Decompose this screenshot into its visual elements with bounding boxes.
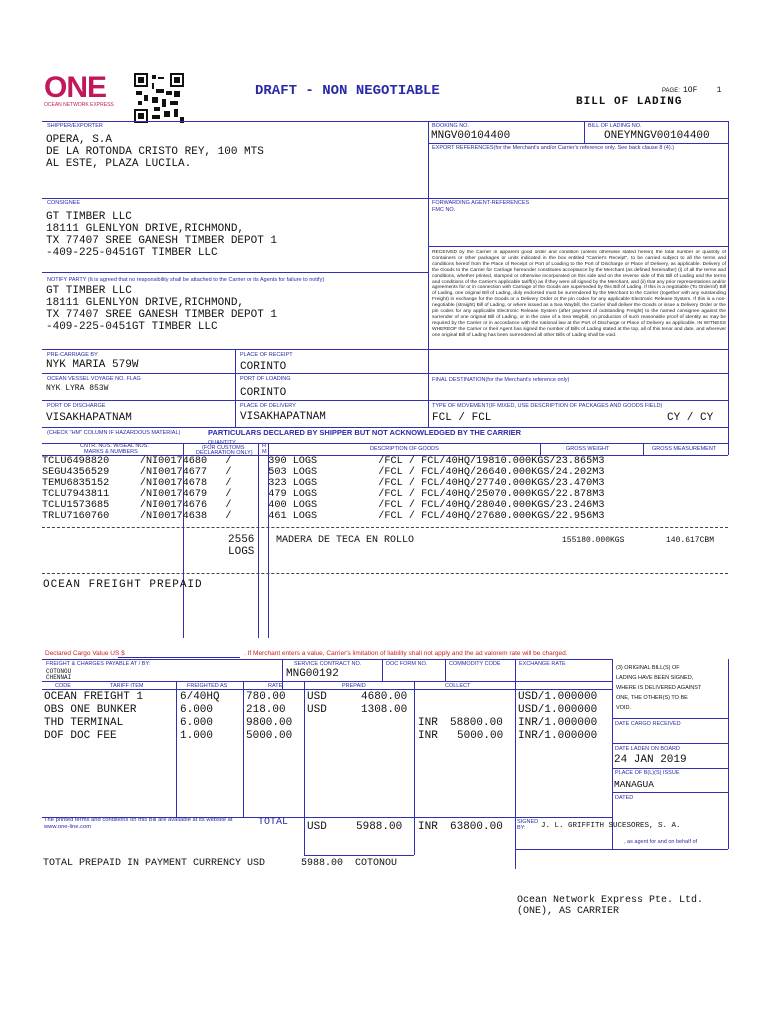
terms-note: The printed terms and conditions on this Bill are available at its website at www.one-line.com [44,817,233,830]
fmc-label: FMC NO. [432,207,456,213]
vessel-label: OCEAN VESSEL VOYAGE NO. FLAG [47,376,141,382]
col-prepaid: PREPAID [342,683,366,689]
consignee-label: CONSIGNEE [47,200,81,206]
col-qty-2: (FOR CUSTOMS [202,445,245,451]
date-laden-label: DATE LADEN ON BOARD [615,746,680,752]
shipper-line-3: AL ESTE, PLAZA LUCILA. [46,158,192,170]
notify-line-4: -409-225-0451GT TIMBER LLC [46,321,218,333]
total-prepaid-payment-line: TOTAL PREPAID IN PAYMENT CURRENCY USD 5988.00 COTONOU [43,858,398,869]
total-collect: 63800.00 [450,821,503,833]
service-contract-value: MNG00192 [286,668,339,680]
notify-line-3: TX 77407 SREE GANESH TIMBER DEPOT 1 [46,309,278,321]
notify-line-1: GT TIMBER LLC [46,285,132,297]
page-number: 1OF 1 [683,86,722,95]
shipper-line-1: OPERA, S.A [46,134,113,146]
port-loading-label: PORT OF LOADING [240,376,291,382]
place-delivery-value: VISAKHAPATNAM [240,411,326,423]
total-qty-unit: LOGS [228,546,255,558]
place-issue-value: MANAGUA [614,779,654,790]
draft-title: DRAFT - NON NEGOTIABLE [255,83,440,99]
movement-label: TYPE OF MOVEMENT(IF MIXED, USE DESCRIPTION OF PACKAGES AND GOODS FIELD) [432,403,663,409]
carrier-role: (ONE), AS CARRIER [517,906,620,917]
total-prepaid: 5988.00 [356,821,403,833]
originals-note: (3) ORIGINAL BILL(S) OF LADING HAVE BEEN SIGNED, WHERE IS DELIVERED AGAINST ONE, THE OTHER(S) TO BE VOID. [616,665,702,711]
exchange-rate-label: EXCHANGE RATE [519,661,566,667]
col-description: DESCRIPTION OF GOODS [370,446,439,452]
doc-form-label: DOC FORM NO. [386,661,428,667]
ocean-freight-prepaid: OCEAN FREIGHT PREPAID [43,579,203,591]
col-gross-weight: GROSS WEIGHT [566,446,610,452]
col-freighted-as: FREIGHTED AS [187,683,228,689]
shipper-line-2: DE LA ROTONDA CRISTO REY, 100 MTS [46,146,264,158]
shipper-label: SHIPPER/EXPORTER [47,123,103,129]
col-gross-measurement: GROSS MEASUREMENT [652,446,717,452]
consignee-line-1: GT TIMBER LLC [46,211,132,223]
booking-label: BOOKING NO. [432,123,469,129]
cargo-row-4: TCLU7943811 /NI00174679 / 479 LOGS /FCL / FCL/40HQ/25070.000KGS/22.878M3 [42,489,605,500]
declared-value-note: . If Merchant enters a value, Carrier's limitation of liability shall not apply and the ad valorem rate will be charged. [244,650,568,657]
col-code: CODE [55,683,71,689]
bl-number-label: BILL OF LADING NO. [588,123,642,129]
movement-value-2: CY / CY [667,412,714,424]
signed-by-value: J. L. GRIFFITH SUCESORES, S. A. [541,822,681,830]
date-laden-value: 24 JAN 2019 [614,754,687,766]
signed-label: SIGNED [517,819,539,825]
cargo-row-2: SEGU4356529 /NI00174677 / 503 LOGS /FCL / FCL/40HQ/26640.000KGS/24.202M3 [42,467,605,478]
consignee-line-2: 18111 GLENLYON DRIVE,RICHMOND, [46,223,245,235]
bl-number: ONEYMNGV00104400 [604,130,710,142]
forwarding-agent-label: FORWARDING AGENT-REFERENCES [432,200,530,206]
logo-text: ONE [44,71,107,104]
place-delivery-label: PLACE OF DELIVERY [240,403,296,409]
total-label: TOTAL [258,817,289,828]
vessel-value: NYK LYRA 853W [46,384,109,393]
place-receipt-label: PLACE OF RECEIPT [240,352,293,358]
goods-description: MADERA DE TECA EN ROLLO [276,535,415,546]
total-collect-currency: INR [418,821,438,833]
col-collect: COLLECT [445,683,471,689]
place-receipt-value: CORINTO [240,361,287,373]
signed-by-label: BY: [517,825,526,831]
col-marks: CNTR. NOS. W/SEAL NOS. [80,443,149,449]
col-hm-m: M [262,449,267,455]
col-marks-2: MARKS & NUMBERS [84,449,138,455]
total-gross-weight: 155180.000KGS [562,536,625,545]
carrier-name: Ocean Network Express Pte. Ltd. [517,895,704,906]
declared-value-label: Declared Cargo Value US $ [45,650,125,657]
cargo-row-6: TRLU7160760 /NI00174638 / 461 LOGS /FCL / FCL/40HQ/27680.000KGS/22.956M3 [42,511,605,522]
hazardous-check-label: (CHECK "HM" COLUMN IF HAZARDOUS MATERIAL) [47,430,181,436]
commodity-code-label: COMMODITY CODE [449,661,501,667]
one-logo [44,71,134,110]
consignee-line-4: -409-225-0451GT TIMBER LLC [46,247,218,259]
col-rate: RATE [268,683,283,689]
booking-number: MNGV00104400 [431,130,511,142]
notify-party-label: NOTIFY PARTY (It is agreed that no responsibility shall be attached to the Carrier or its Agents for failure to notify) [47,277,325,283]
col-tariff-item: TARIFF ITEM [110,683,144,689]
place-issue-label: PLACE OF B(L)(S) ISSUE [615,770,680,776]
cargo-row-1: TCLU6498820 /NI00174680 / 390 LOGS /FCL / FCL/40HQ/19810.000KGS/23.865M3 [42,456,605,467]
cargo-row-5: TCLU1573685 /NI00174676 / 400 LOGS /FCL / FCL/40HQ/28040.000KGS/23.246M3 [42,500,605,511]
notify-line-2: 18111 GLENLYON DRIVE,RICHMOND, [46,297,245,309]
page-label: PAGE: [662,88,680,94]
received-terms-text: RECEIVED by the Carrier in apparent good order and condition (unless otherwise stated herein) the total number or quantity of Containers or other packages or units indicated in the box entitled "Carrier's Receipt", to be carried subject to all the terms and conditions hereof from the Place of Receipt or Port of Loading to the Port of Discharge or Place of Delivery, as applicable. Delivery of the Goods to the Carrier for Carriage hereunder constitutes acceptance by the Merchant (as defined hereinafter) (i) of all the terms and conditions, whether printed, stamped or otherwise incorporated on this side and on the reverse side of this Bill of Lading and the terms and conditions of the Carrier's applicable tariff(s) as if they were all signed by the Merchant, and (ii) that any prior representations and/or agreements for or in connection with Carriage of the Goods are superseded by this Bill of Lading. If this is a negotiable (To Order/of) Bill of Lading, one original Bill of Lading, duly endorsed must be surrendered by the Merchant to the Carrier (together with any outstanding Freight) in exchange for the Goods or a Delivery Order or the pin codes for any applicable Electronic Release System. If this is a non-negotiable (straight) Bill of Lading, or where issued as a Sea Waybill, the Carrier shall deliver the Goods or issue a Delivery Order or the pin codes for any applicable Electronic Release System (after payment of outstanding Freight) to the named consignee against the surrender of one original Bill of Lading, or in the case of a Sea Waybill, on production of such reasonable proof of identity as may be required by the Carrier or in accordance with the national law at the Port of Discharge or Place of Delivery as applicable. IN WITNESS WHEREOF the Carrier or their Agent has signed the number of Bills of Lading stated at the top, all of this tenor and date, and wherever one original Bill of Lading has been surrendered all other Bills of Lading shall be void. [432,250,726,338]
pre-carriage-value: NYK MARIA 579W [46,359,139,371]
particulars-title: PARTICULARS DECLARED BY SHIPPER BUT NOT ACKNOWLEDGED BY THE CARRIER [208,428,522,437]
movement-value: FCL / FCL [432,412,492,424]
col-qty-3: DECLARATION ONLY) [196,450,253,456]
payable-at-label: FREIGHT & CHARGES PAYABLE AT / BY: [46,661,151,667]
final-destination-label: FINAL DESTINATION(for the Merchant's reference only) [432,377,570,383]
payable-at-1: COTONOU [46,668,72,675]
pre-carriage-label: PRE-CARRIAGE BY [47,352,98,358]
payable-at-2: CHENNAI [46,674,72,681]
col-hm-h: H [262,443,266,449]
dated-label: DATED [615,795,634,801]
cargo-row-3: TEMU6835152 /NI00174678 / 323 LOGS /FCL / FCL/40HQ/27740.000KGS/23.470M3 [42,478,605,489]
port-discharge-label: PORT OF DISCHARGE [47,403,106,409]
service-contract-label: SERVICE CONTRACT NO. [294,661,362,667]
document-title: BILL OF LADING [576,96,683,108]
export-references-label: EXPORT REFERENCES(for the Merchant's and/or Carrier's reference only. See back clause 8 (4).) [432,145,675,151]
agent-note: , as agent for and on behalf of [624,839,698,845]
total-prepaid-currency: USD [307,821,327,833]
port-loading-value: CORINTO [240,387,287,399]
col-qty: QUANTITY [208,440,236,446]
qr-code-icon [134,73,184,123]
date-cargo-received-label: DATE CARGO RECEIVED [615,721,681,727]
port-discharge-value: VISAKHAPATNAM [46,412,132,424]
total-qty: 2556 [228,534,255,546]
total-gross-measurement: 140.617CBM [666,536,715,545]
logo-subtitle: OCEAN NETWORK EXPRESS [44,102,114,108]
consignee-line-3: TX 77407 SREE GANESH TIMBER DEPOT 1 [46,235,278,247]
